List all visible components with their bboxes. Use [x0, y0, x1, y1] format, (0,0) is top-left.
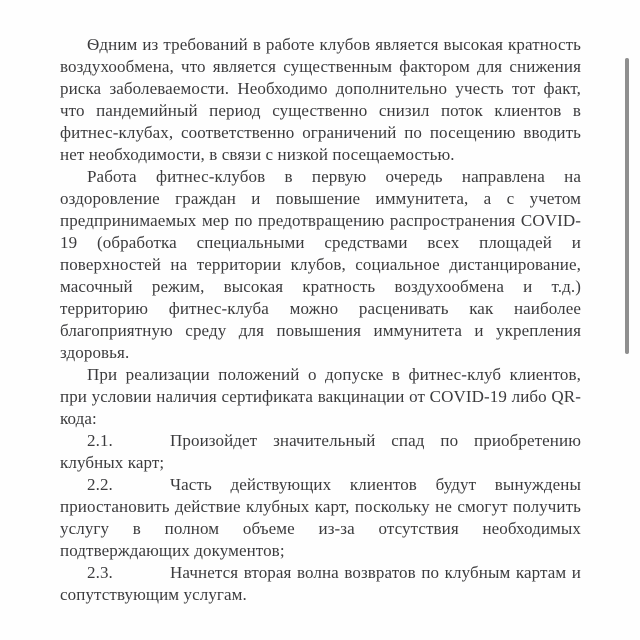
scrollbar-thumb[interactable] — [625, 58, 629, 354]
document-text-block — [60, 34, 581, 606]
paragraph-admission-conditions: При реализации положений о допуске в фитнес-клуб клиентов, при условии наличия сертификата вакцинации от COVID-19 либо QR-кода: — [60, 365, 581, 428]
list-item-2-3-number: 2.3. — [87, 563, 113, 582]
paragraph-club-operations: Работа фитнес-клубов в первую очередь направлена на оздоровление граждан и повышение иммунитета, а с учетом предпринимаемых мер по предотвращению распространения COVID-19 (обработка специальными средствами всех площадей и поверхностей на территории клубов, социальное дистанцирование, масочный режим, высокая кратность воздухообмена и т.д.) территорию фитнес-клуба можно расценивать как наиболее благоприятную среду для повышения иммунитета и укрепления здоровья. — [60, 167, 581, 362]
list-item-2-2-number: 2.2. — [87, 475, 113, 494]
list-item-2-1-number: 2.1. — [87, 431, 113, 450]
list-item-2-3 — [60, 562, 581, 606]
list-item-2-2 — [60, 474, 581, 562]
list-item-2-3-text: Начнется вторая волна возвратов по клубным картам и сопутствующим услугам. — [60, 563, 581, 604]
paragraph-air-exchange: Ѳдним из требований в работе клубов является высокая кратность воздухообмена, что является существенным фактором для снижения риска заболеваемости. Необходимо дополнительно учесть тот факт, что пандемийный период существенно снизил поток клиентов в фитнес-клубах, соответственно ограничений по посещению вводить нет необходимости, в связи с низкой посещаемостью. — [60, 35, 581, 164]
list-item-2-1 — [60, 430, 581, 474]
list-item-2-1-text: Произойдет значительный спад по приобретению клубных карт; — [60, 431, 581, 472]
list-item-2-2-text: Часть действующих клиентов будут вынуждены приостановить действие клубных карт, поскольку не смогут получить услугу в полном объеме из-за отсутствия необходимых подтверждающих документов; — [60, 475, 581, 560]
